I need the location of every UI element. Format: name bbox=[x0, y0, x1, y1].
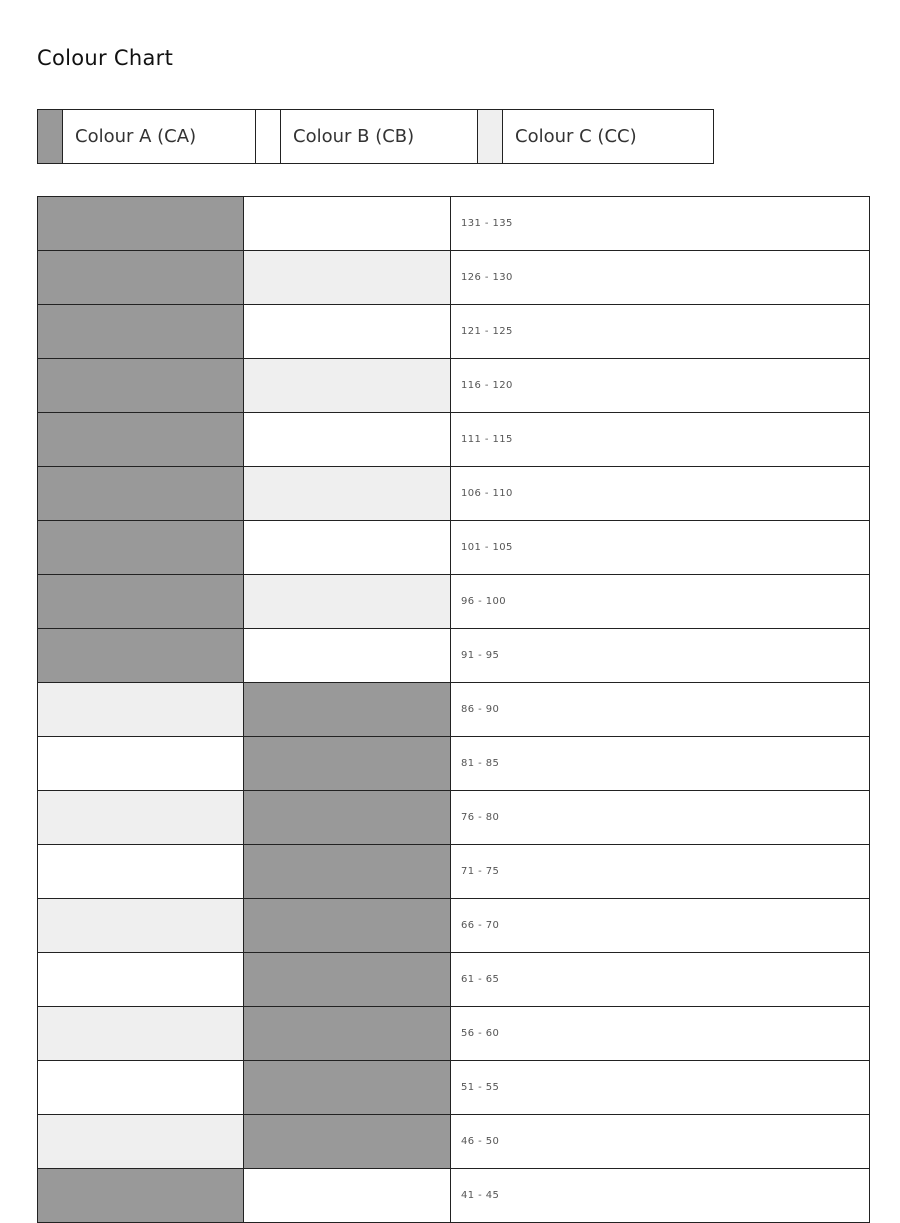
colour-cell-second bbox=[244, 413, 451, 466]
legend-label-colour-b: Colour B (CB) bbox=[293, 126, 415, 147]
colour-cell-second bbox=[244, 359, 451, 412]
colour-cell-first bbox=[38, 575, 244, 628]
colour-cell-first bbox=[38, 629, 244, 682]
range-label: 126 - 130 bbox=[451, 251, 870, 304]
colour-cell-second bbox=[244, 575, 451, 628]
range-label: 101 - 105 bbox=[451, 521, 870, 574]
colour-cell-first bbox=[38, 251, 244, 304]
chart-row bbox=[38, 953, 870, 1007]
chart-row bbox=[38, 467, 870, 521]
range-label: 76 - 80 bbox=[451, 791, 870, 844]
range-label: 51 - 55 bbox=[451, 1061, 870, 1114]
colour-cell-second bbox=[244, 737, 451, 790]
range-label: 91 - 95 bbox=[451, 629, 870, 682]
colour-cell-second bbox=[244, 683, 451, 736]
range-label: 61 - 65 bbox=[451, 953, 870, 1006]
colour-cell-first bbox=[38, 1007, 244, 1060]
chart-row bbox=[38, 1169, 870, 1223]
range-label: 41 - 45 bbox=[451, 1169, 870, 1222]
chart-row bbox=[38, 521, 870, 575]
colour-cell-second bbox=[244, 791, 451, 844]
colour-cell-first bbox=[38, 1169, 244, 1222]
colour-cell-second bbox=[244, 899, 451, 952]
chart-row bbox=[38, 413, 870, 467]
range-label: 46 - 50 bbox=[451, 1115, 870, 1168]
chart-row bbox=[38, 1007, 870, 1061]
colour-cell-first bbox=[38, 467, 244, 520]
colour-cell-second bbox=[244, 629, 451, 682]
legend-item-colour-b bbox=[255, 109, 478, 164]
colour-cell-first bbox=[38, 683, 244, 736]
colour-chart-grid bbox=[37, 196, 870, 1223]
legend-swatch-colour-b bbox=[256, 110, 281, 163]
chart-row bbox=[38, 305, 870, 359]
range-label: 131 - 135 bbox=[451, 197, 870, 250]
colour-cell-second bbox=[244, 197, 451, 250]
range-label: 111 - 115 bbox=[451, 413, 870, 466]
legend-label-colour-c: Colour C (CC) bbox=[515, 126, 637, 147]
colour-cell-first bbox=[38, 791, 244, 844]
colour-cell-first bbox=[38, 197, 244, 250]
colour-cell-second bbox=[244, 845, 451, 898]
range-label: 56 - 60 bbox=[451, 1007, 870, 1060]
range-label: 121 - 125 bbox=[451, 305, 870, 358]
chart-row bbox=[38, 197, 870, 251]
legend-label-colour-a: Colour A (CA) bbox=[75, 126, 197, 147]
chart-row bbox=[38, 629, 870, 683]
chart-row bbox=[38, 359, 870, 413]
colour-cell-first bbox=[38, 899, 244, 952]
colour-cell-second bbox=[244, 521, 451, 574]
chart-row bbox=[38, 899, 870, 953]
chart-row bbox=[38, 1061, 870, 1115]
chart-row bbox=[38, 791, 870, 845]
range-label: 71 - 75 bbox=[451, 845, 870, 898]
chart-row bbox=[38, 1115, 870, 1169]
colour-cell-first bbox=[38, 953, 244, 1006]
chart-row bbox=[38, 845, 870, 899]
legend-swatch-colour-a bbox=[38, 110, 63, 163]
colour-cell-first bbox=[38, 737, 244, 790]
range-label: 66 - 70 bbox=[451, 899, 870, 952]
legend-item-colour-c bbox=[477, 109, 714, 164]
colour-cell-second bbox=[244, 1169, 451, 1222]
colour-cell-second bbox=[244, 1115, 451, 1168]
colour-cell-first bbox=[38, 521, 244, 574]
chart-row bbox=[38, 251, 870, 305]
colour-cell-first bbox=[38, 1061, 244, 1114]
colour-cell-first bbox=[38, 305, 244, 358]
range-label: 81 - 85 bbox=[451, 737, 870, 790]
chart-row bbox=[38, 575, 870, 629]
chart-row bbox=[38, 683, 870, 737]
colour-cell-second bbox=[244, 305, 451, 358]
page-title: Colour Chart bbox=[37, 46, 174, 70]
colour-legend bbox=[37, 109, 713, 164]
range-label: 86 - 90 bbox=[451, 683, 870, 736]
legend-swatch-colour-c bbox=[478, 110, 503, 163]
colour-cell-second bbox=[244, 1061, 451, 1114]
range-label: 116 - 120 bbox=[451, 359, 870, 412]
range-label: 96 - 100 bbox=[451, 575, 870, 628]
colour-cell-second bbox=[244, 467, 451, 520]
colour-cell-first bbox=[38, 359, 244, 412]
colour-cell-first bbox=[38, 1115, 244, 1168]
range-label: 106 - 110 bbox=[451, 467, 870, 520]
colour-cell-second bbox=[244, 1007, 451, 1060]
colour-cell-first bbox=[38, 413, 244, 466]
colour-cell-first bbox=[38, 845, 244, 898]
legend-item-colour-a bbox=[37, 109, 256, 164]
colour-cell-second bbox=[244, 953, 451, 1006]
colour-cell-second bbox=[244, 251, 451, 304]
chart-row bbox=[38, 737, 870, 791]
